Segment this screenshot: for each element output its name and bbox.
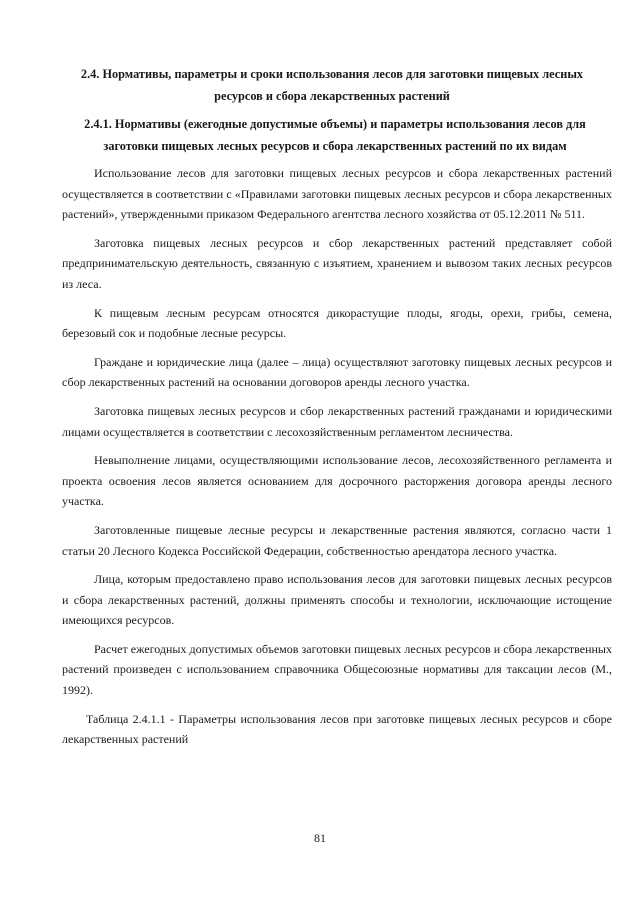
paragraph: Расчет ежегодных допустимых объемов заготовки пищевых лесных ресурсов и сбора лекарственных растений произведен с использованием справочника Общесоюзные нормативы для таксации лесов (М., 1992). [62, 641, 612, 698]
body-text [62, 163, 612, 758]
subsection-heading: 2.4.1. Нормативы (ежегодные допустимые объемы) и параметры использования лесов для заготовки пищевых лесных ресурсов и сбора лекарственных растений по их видам [84, 117, 586, 153]
paragraph: Использование лесов для заготовки пищевых лесных ресурсов и сбора лекарственных растений осуществляется в соответствии с «Правилами заготовки пищевых лесных ресурсов и сбора лекарственных растений», утвержденными приказом Федерального агентства лесного хозяйства от 05.12.2011 № 511. [62, 166, 612, 222]
table-caption: Таблица 2.4.1.1 - Параметры использования лесов при заготовке пищевых лесных ресурсов и сборе лекарственных растений [62, 711, 612, 747]
paragraph: Невыполнение лицами, осуществляющими использование лесов, лесохозяйственного регламента и проекта освоения лесов является основанием для досрочного расторжения договора аренды лесного участка. [62, 453, 612, 509]
paragraph: Заготовка пищевых лесных ресурсов и сбор лекарственных растений гражданами и юридическими лицами осуществляется в соответствии с лесохозяйственным регламентом лесничества. [62, 403, 612, 439]
section-heading: 2.4. Нормативы, параметры и сроки использования лесов для заготовки пищевых лесных ресурсов и сбора лекарственных растений [80, 67, 584, 103]
paragraph: Граждане и юридические лица (далее – лица) осуществляют заготовку пищевых лесных ресурсов и сбор лекарственных растений на основании договоров аренды лесного участка. [62, 354, 612, 390]
page-number: 81 [314, 831, 326, 845]
paragraph: К пищевым лесным ресурсам относятся дикорастущие плоды, ягоды, орехи, грибы, семена, березовый сок и подобные лесные ресурсы. [62, 305, 612, 341]
paragraph: Заготовленные пищевые лесные ресурсы и лекарственные растения являются, согласно части 1 статьи 20 Лесного Кодекса Российской Федерации, собственностью арендатора лесного участка. [62, 522, 612, 558]
paragraph: Лица, которым предоставлено право использования лесов для заготовки пищевых лесных ресурсов и сбора лекарственных растений, должны применять способы и технологии, исключающие истощение имеющихся ресурсов. [62, 572, 612, 628]
paragraph: Заготовка пищевых лесных ресурсов и сбор лекарственных растений представляет собой предпринимательскую деятельность, связанную с изъятием, хранением и вывозом таких лесных ресурсов из леса. [62, 235, 612, 291]
